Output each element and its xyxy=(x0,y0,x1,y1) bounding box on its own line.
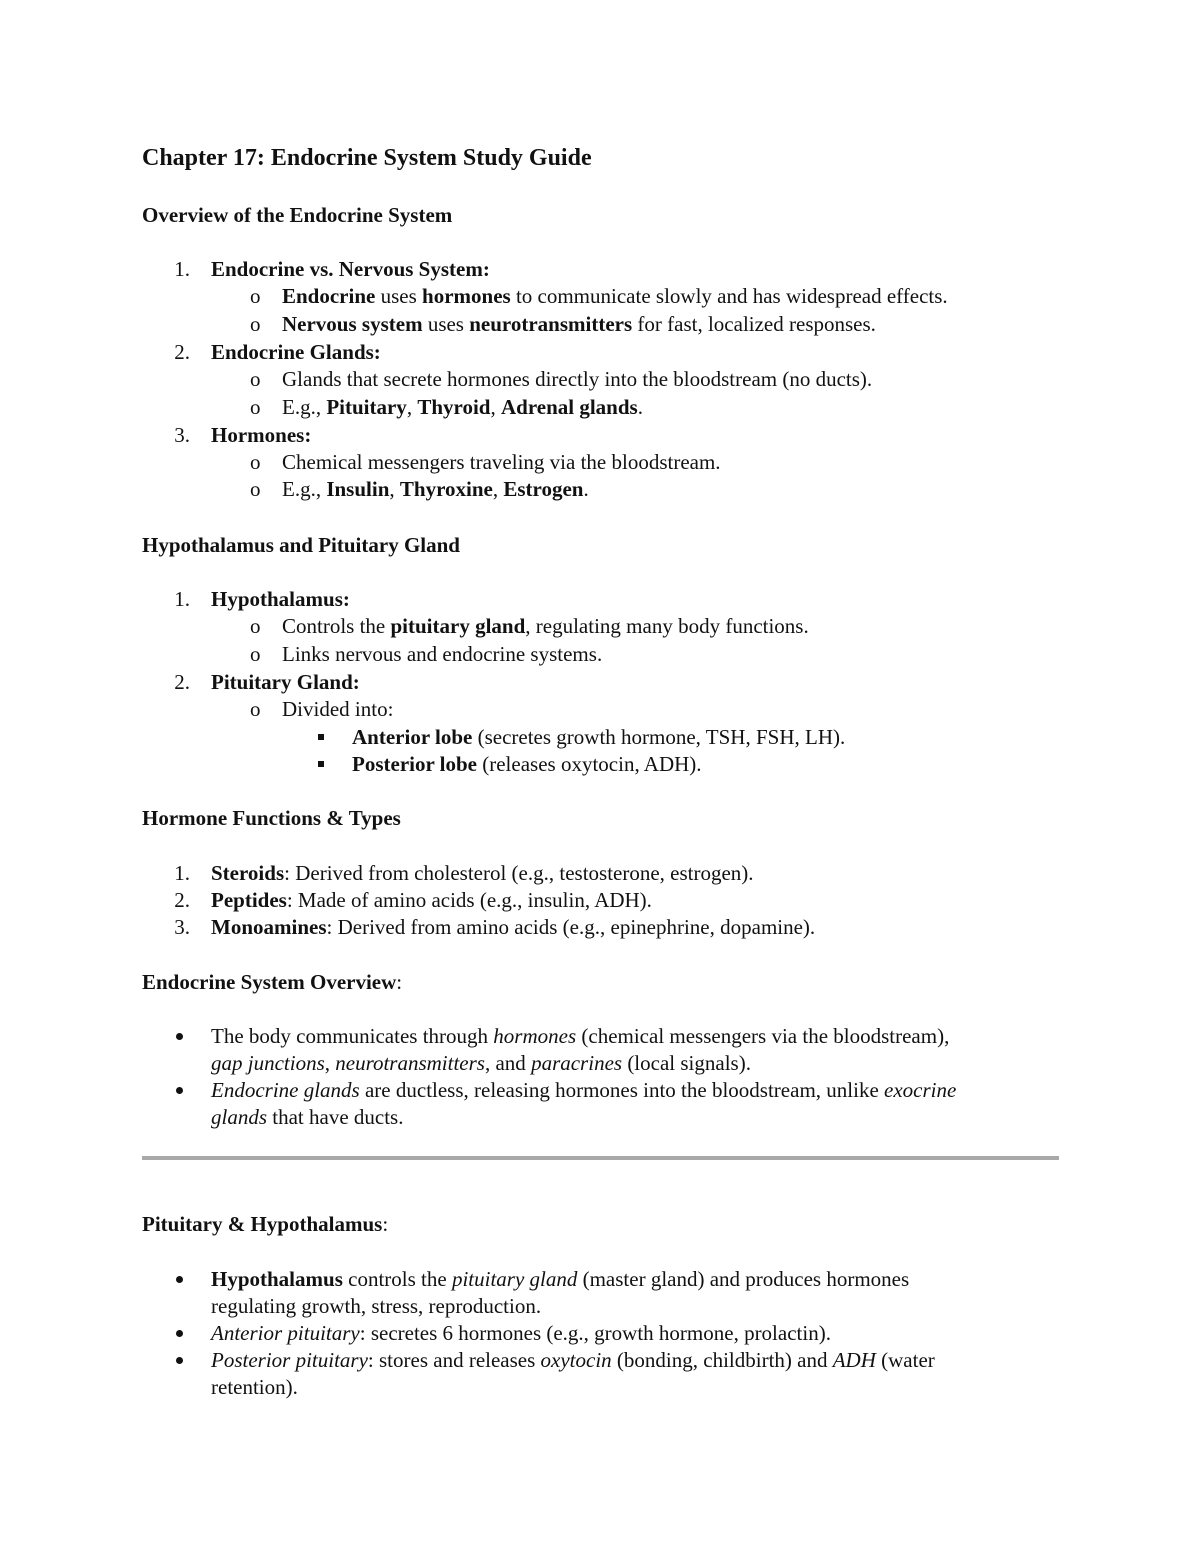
circle-bullet: o xyxy=(250,697,261,721)
list-label: Hormones: xyxy=(211,423,312,447)
list-number: 1. xyxy=(174,587,190,611)
circle-bullet: o xyxy=(250,614,261,638)
square-bullet-icon xyxy=(318,734,324,740)
bullet-text: retention). xyxy=(211,1375,298,1399)
list-number: 3. xyxy=(174,423,190,447)
section-heading-hypothalamus-pituitary: Hypothalamus and Pituitary Gland xyxy=(142,533,460,557)
sub-item-text: E.g., Pituitary, Thyroid, Adrenal glands. xyxy=(282,395,643,419)
sub-item-text: Endocrine uses hormones to communicate slowly and has widespread effects. xyxy=(282,284,948,308)
circle-bullet: o xyxy=(250,284,261,308)
list-number: 2. xyxy=(174,888,190,912)
bullet-dot-icon xyxy=(176,1033,183,1040)
list-text: Steroids: Derived from cholesterol (e.g., testosterone, estrogen). xyxy=(211,861,754,885)
circle-bullet: o xyxy=(250,395,261,419)
sub-sub-item-text: Posterior lobe (releases oxytocin, ADH). xyxy=(352,752,702,776)
bullet-text: Hypothalamus controls the pituitary gland (master gland) and produces hormones xyxy=(211,1267,910,1291)
circle-bullet: o xyxy=(250,312,261,336)
circle-bullet: o xyxy=(250,450,261,474)
bullet-text: glands that have ducts. xyxy=(211,1105,404,1129)
list-label: Endocrine Glands: xyxy=(211,340,381,364)
bullet-text: Endocrine glands are ductless, releasing hormones into the bloodstream, unlike exocrine xyxy=(211,1078,957,1102)
sub-item-text: Glands that secrete hormones directly into the bloodstream (no ducts). xyxy=(282,367,873,391)
bullet-text: gap junctions, neurotransmitters, and paracrines (local signals). xyxy=(211,1051,751,1075)
list-label: Hypothalamus: xyxy=(211,587,350,611)
sub-item-text: E.g., Insulin, Thyroxine, Estrogen. xyxy=(282,477,589,501)
sub-item-text: Controls the pituitary gland, regulating many body functions. xyxy=(282,614,809,638)
bullet-text: Posterior pituitary: stores and releases oxytocin (bonding, childbirth) and ADH (water xyxy=(211,1348,935,1372)
circle-bullet: o xyxy=(250,477,261,501)
sub-item-text: Nervous system uses neurotransmitters for fast, localized responses. xyxy=(282,312,876,336)
list-label: Endocrine vs. Nervous System: xyxy=(211,257,490,281)
bullet-dot-icon xyxy=(176,1330,183,1337)
list-text: Monoamines: Derived from amino acids (e.g., epinephrine, dopamine). xyxy=(211,915,816,939)
section-heading-overview: Overview of the Endocrine System xyxy=(142,203,453,227)
bullet-text: Anterior pituitary: secretes 6 hormones (e.g., growth hormone, prolactin). xyxy=(211,1321,831,1345)
list-number: 3. xyxy=(174,915,190,939)
section-heading-pituitary-hypothalamus: Pituitary & Hypothalamus: xyxy=(142,1212,389,1236)
list-number: 2. xyxy=(174,670,190,694)
bullet-dot-icon xyxy=(176,1276,183,1283)
list-label: Pituitary Gland: xyxy=(211,670,360,694)
list-number: 1. xyxy=(174,257,190,281)
circle-bullet: o xyxy=(250,367,261,391)
list-text: Peptides: Made of amino acids (e.g., insulin, ADH). xyxy=(211,888,652,912)
sub-sub-item-text: Anterior lobe (secretes growth hormone, TSH, FSH, LH). xyxy=(352,725,846,749)
list-number: 1. xyxy=(174,861,190,885)
horizontal-divider xyxy=(142,1156,1059,1160)
bullet-text: The body communicates through hormones (chemical messengers via the bloodstream), xyxy=(211,1024,950,1048)
section-heading-hormone-functions: Hormone Functions & Types xyxy=(142,806,401,830)
section-heading-endocrine-overview: Endocrine System Overview: xyxy=(142,970,403,994)
list-number: 2. xyxy=(174,340,190,364)
circle-bullet: o xyxy=(250,642,261,666)
sub-item-text: Chemical messengers traveling via the bloodstream. xyxy=(282,450,721,474)
bullet-dot-icon xyxy=(176,1087,183,1094)
page-title: Chapter 17: Endocrine System Study Guide xyxy=(142,145,592,171)
sub-item-text: Divided into: xyxy=(282,697,394,721)
sub-item-text: Links nervous and endocrine systems. xyxy=(282,642,603,666)
square-bullet-icon xyxy=(318,761,324,767)
bullet-dot-icon xyxy=(176,1357,183,1364)
bullet-text: regulating growth, stress, reproduction. xyxy=(211,1294,542,1318)
